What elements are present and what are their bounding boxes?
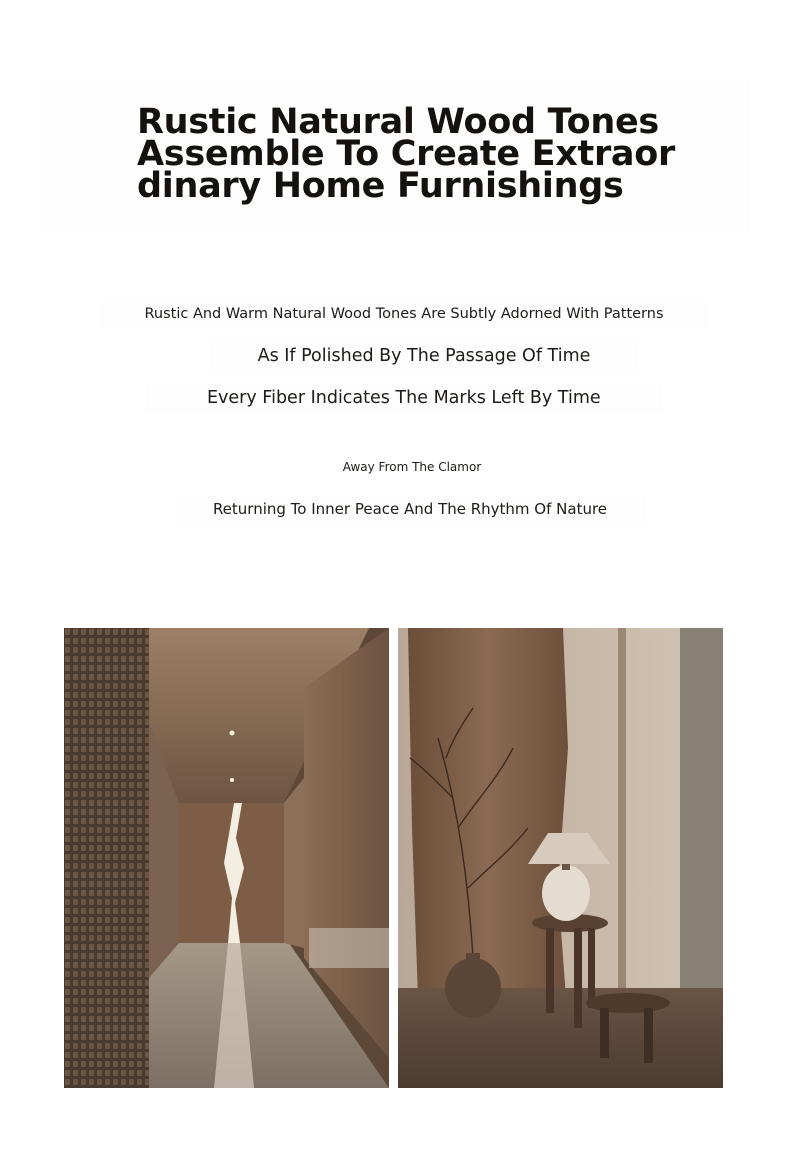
description-line-2: As If Polished By The Passage Of Time bbox=[210, 342, 638, 370]
description-line-3: Every Fiber Indicates The Marks Left By Time bbox=[145, 384, 663, 412]
page-title bbox=[137, 102, 677, 206]
description-line-5: Returning To Inner Peace And The Rhythm Of Nature bbox=[175, 496, 645, 522]
corridor-photo bbox=[64, 628, 389, 1088]
lamp-interior-photo bbox=[398, 628, 723, 1088]
title-line-1: Rustic Natural Wood Tones bbox=[137, 102, 659, 142]
title-line-2: Assemble To Create Extraor bbox=[137, 134, 675, 174]
description-line-4: Away From The Clamor bbox=[342, 460, 482, 474]
description-line-1: Rustic And Warm Natural Wood Tones Are Subtly Adorned With Patterns bbox=[100, 302, 708, 326]
title-line-3: dinary Home Furnishings bbox=[137, 166, 624, 206]
